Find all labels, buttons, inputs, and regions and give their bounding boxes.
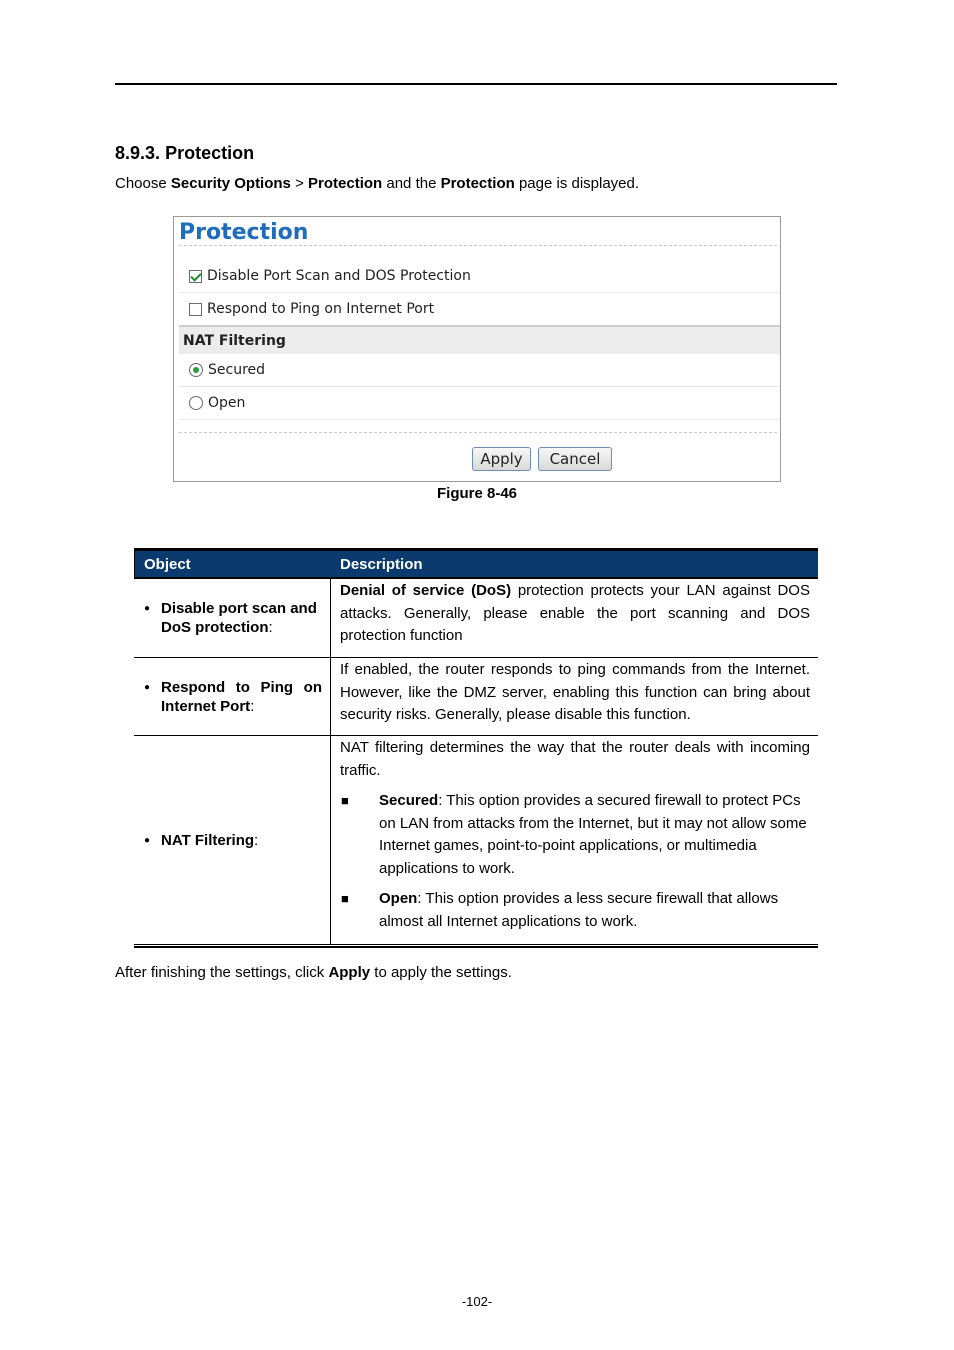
protection-screenshot (173, 216, 781, 482)
open-radio[interactable] (189, 396, 203, 410)
disable-port-scan-label: Disable Port Scan and DOS Protection (207, 268, 471, 284)
description-cell: If enabled, the router responds to ping commands from the Internet. However, like the DMZ server, enabling this function can bring about security risks. Generally, please disable this function. (340, 661, 810, 723)
object-cell: ● NAT Filtering: (134, 736, 331, 944)
square-bullet-icon: ■ (341, 793, 349, 808)
option-disable-port-scan[interactable] (179, 260, 779, 293)
square-bullet-icon: ■ (341, 891, 349, 906)
respond-ping-checkbox[interactable] (189, 303, 202, 316)
bullet-icon: ● (144, 681, 151, 693)
list-item: ■ Secured: This option provides a secured firewall to protect PCs on LAN from attacks from the Internet, but it may not allow some Internet games, point-to-point applications, or multimedia applications to work. (340, 790, 810, 880)
description-cell: NAT filtering determines the way that the router deals with incoming traffic. ■ Secured: This option provides a secured firewall to protect PCs on LAN from attacks from the Internet, but it may not allow some Internet games, point-to-point applications, or multimedia applications to work. ■ Open: This option provides a less secure firewall that allows almost all Internet applications to work. (331, 736, 818, 944)
bullet-icon: ● (144, 834, 151, 846)
header-rule (115, 83, 837, 85)
secured-label: Secured (208, 362, 266, 378)
table-row (134, 735, 818, 944)
respond-ping-label: Respond to Ping on Internet Port (207, 301, 435, 317)
secured-radio[interactable] (189, 363, 203, 377)
object-cell: ● Disable port scan and DoS protection: (134, 579, 331, 657)
object-description-table (134, 548, 818, 948)
figure-caption: Figure 8-46 (436, 485, 518, 502)
intro-paragraph: Choose Security Options > Protection and the Protection page is displayed. (115, 175, 640, 192)
disable-port-scan-checkbox[interactable] (189, 270, 202, 283)
header-object: Object (134, 551, 331, 577)
list-item: ■ Open: This option provides a less secure firewall that allows almost all Internet applications to work. (340, 888, 810, 933)
button-divider (179, 432, 777, 433)
table-header (134, 548, 818, 577)
radio-open-row[interactable] (179, 387, 779, 420)
cancel-button[interactable]: Cancel (538, 447, 612, 471)
description-cell: Denial of service (DoS) protection protects your LAN against DOS attacks. Generally, please enable the port scanning and DOS protection function (340, 582, 810, 644)
option-respond-ping[interactable] (179, 293, 779, 326)
header-description: Description (340, 555, 423, 573)
object-cell: ● Respond to Ping on Internet Port: (134, 658, 331, 735)
section-title: 8.9.3. Protection (115, 143, 255, 163)
protection-page-title: Protection (179, 220, 309, 245)
page-number: -102- (461, 1294, 493, 1309)
closing-paragraph: After finishing the settings, click Apply to apply the settings. (115, 964, 512, 981)
apply-button[interactable]: Apply (472, 447, 531, 471)
title-divider (179, 245, 777, 246)
table-bottom-rule (134, 944, 818, 948)
bullet-icon: ● (144, 603, 151, 614)
table-row (134, 577, 818, 657)
table-row (134, 657, 818, 735)
open-label: Open (208, 395, 246, 411)
nat-filtering-heading: NAT Filtering (179, 325, 780, 354)
radio-secured-row[interactable] (179, 354, 779, 387)
